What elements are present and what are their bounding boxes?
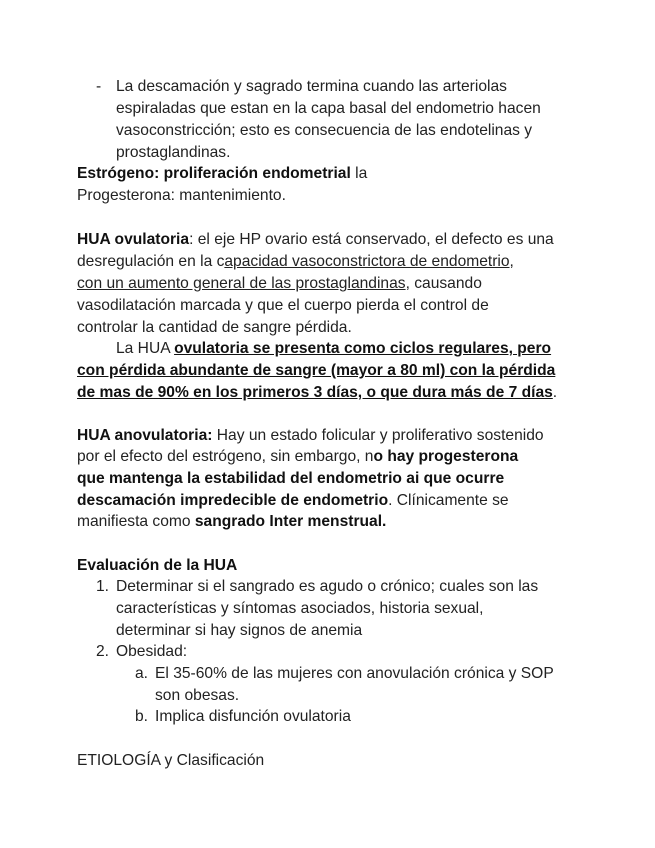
bold-text: sangrado Inter menstrual.: [194, 513, 387, 530]
bullet-line: La descamación y sagrado termina cuando las arteriolas: [116, 78, 507, 95]
bold-text: descamación impredecible de endometrio: [77, 492, 389, 509]
hua-ovulatoria-line: controlar la cantidad de sangre pérdida.: [77, 319, 352, 336]
bullet-line: espiraladas que estan en la capa basal del endometrio hacen: [116, 100, 541, 117]
hua-anovulatoria-line: [77, 490, 509, 512]
list-item-line: Obesidad:: [116, 643, 188, 660]
sublist-item-line: son obesas.: [155, 687, 240, 704]
bold-underlined-text: ovulatoria se presenta como ciclos regulares, pero: [174, 340, 552, 357]
bold-underlined-text: de mas de 90% en los primeros 3 días, o que dura más de 7 días: [77, 384, 553, 401]
hua-anovulatoria-line: [77, 446, 518, 468]
sublist-letter: b.: [135, 708, 149, 725]
list-item-line: características y síntomas asociados, historia sexual,: [116, 600, 484, 617]
bold-underlined-text: con pérdida abundante de sangre (mayor a 80 ml) con la pérdida: [77, 362, 556, 379]
hua-anovulatoria-line: [77, 425, 544, 447]
hua-anovulatoria-text: manifiesta como: [77, 513, 195, 530]
hua-ovulatoria-line: [77, 360, 555, 382]
bullet-line: prostaglandinas.: [116, 144, 231, 161]
underlined-text: con un aumento general de las prostaglandinas: [77, 275, 406, 292]
hua-ovulatoria-line: [116, 338, 551, 360]
hua-ovulatoria-line: [77, 229, 554, 251]
bold-text: que mantenga la estabilidad del endometrio ai que ocurre: [77, 470, 505, 487]
sublist-item-line: El 35-60% de las mujeres con anovulación crónica y SOP: [155, 665, 554, 682]
hua-ovulatoria-text: : el eje HP ovario está conservado, el defecto es una: [189, 231, 554, 248]
hua-anovulatoria-line: [77, 468, 504, 490]
hua-ovulatoria-text: , causando: [405, 275, 482, 292]
hua-ovulatoria-text: La HUA: [116, 340, 175, 357]
hua-ovulatoria-line: [77, 273, 482, 295]
hua-anovulatoria-text: Hay un estado folicular y proliferativo sostenido: [212, 427, 544, 444]
estrogeno-bold: Estrógeno: proliferación endometrial: [77, 165, 351, 182]
hua-ovulatoria-line: vasodilatación marcada y que el cuerpo pierda el control de: [77, 297, 489, 314]
bullet-line: vasoconstricción; esto es consecuencia de las endotelinas y: [116, 122, 533, 139]
list-number: 1.: [96, 578, 110, 595]
progesterona-line: Progesterona: mantenimiento.: [77, 187, 286, 204]
hua-anovulatoria-text: . Clínicamente se: [388, 492, 509, 509]
list-item-line: determinar si hay signos de anemia: [116, 622, 363, 639]
hua-ovulatoria-text: .: [552, 384, 558, 401]
list-number: 2.: [96, 643, 110, 660]
hua-ovulatoria-heading: HUA ovulatoria: [77, 231, 190, 248]
sublist-letter: a.: [135, 665, 149, 682]
hua-ovulatoria-line: [77, 251, 514, 273]
hua-anovulatoria-text: por el efecto del estrógeno, sin embargo, n: [77, 448, 374, 465]
etiologia-heading: ETIOLOGÍA y Clasificación: [77, 752, 265, 769]
sublist-item-line: Implica disfunción ovulatoria: [155, 708, 351, 725]
evaluacion-heading: Evaluación de la HUA: [77, 557, 238, 574]
hua-anovulatoria-line: [77, 511, 386, 533]
hua-ovulatoria-text: desregulación en la c: [77, 253, 225, 270]
estrogeno-rest: la: [350, 165, 368, 182]
bold-text: o hay progesterona: [373, 448, 519, 465]
list-item-line: Determinar si el sangrado es agudo o crónico; cuales son las: [116, 578, 539, 595]
dash-bullet: -: [96, 78, 102, 95]
underlined-text: apacidad vasoconstrictora de endometrio,: [224, 253, 514, 270]
hua-ovulatoria-line: [77, 382, 557, 404]
estrogeno-line: [77, 163, 367, 185]
hua-anovulatoria-heading: HUA anovulatoria:: [77, 427, 213, 444]
